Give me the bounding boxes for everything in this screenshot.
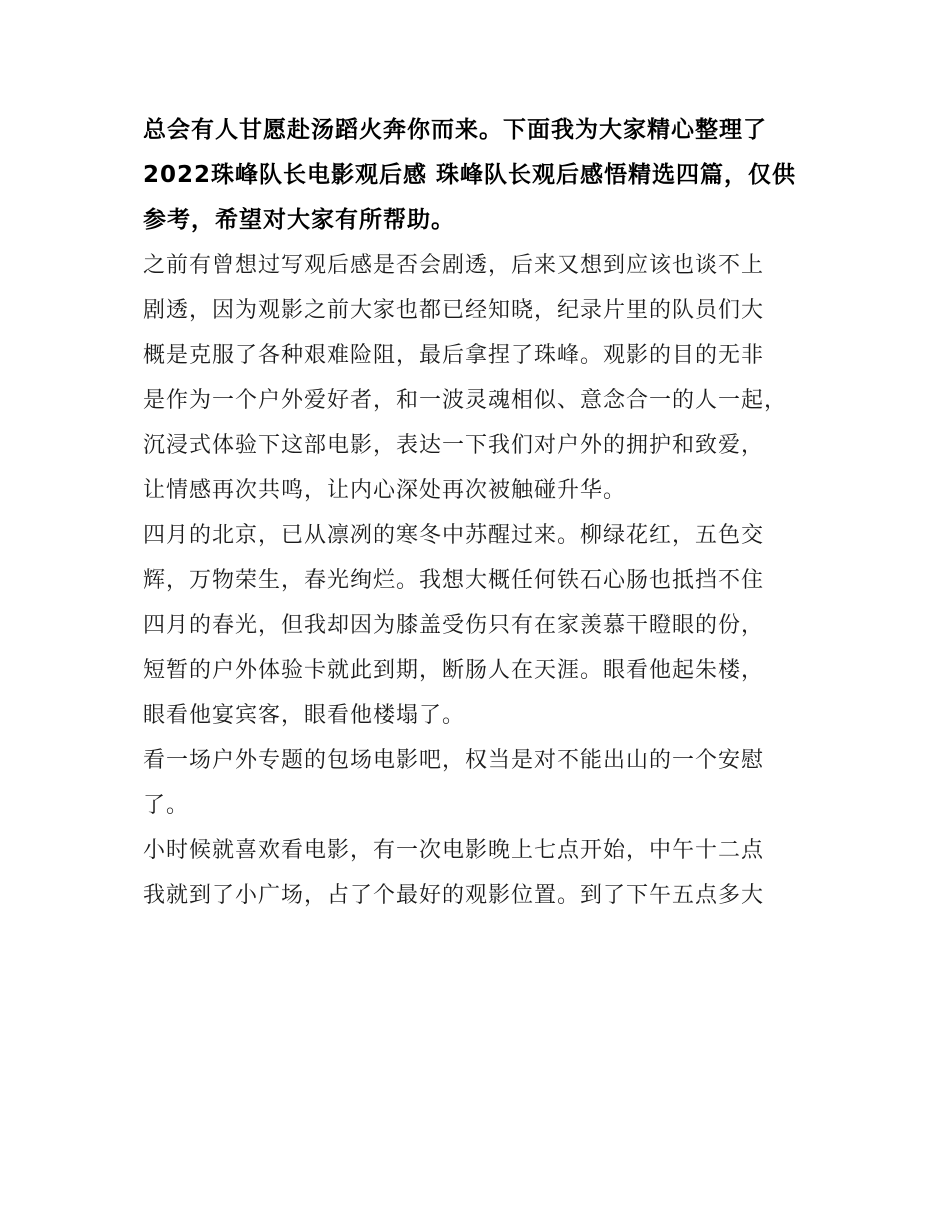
document-body [143, 108, 843, 918]
body-paragraph-2: 四月的北京，已从凛冽的寒冬中苏醒过来。柳绿花红，五色交 辉，万物荣生，春光绚烂。我想大概任何铁石心肠也抵挡不住 四月的春光，但我却因为膝盖受伤只有在家羡慕干瞪眼的份， 短暂的户外体验卡就此到期，断肠人在天涯。眼看他起朱楼， 眼看他宴宾客，眼看他楼塌了。 [143, 523, 765, 728]
intro-paragraph: 总会有人甘愿赴汤蹈火奔你而来。下面我为大家精心整理了 2022珠峰队长电影观后感 珠峰队长观后感悟精选四篇，仅供 参考，希望对大家有所帮助。 [143, 117, 797, 233]
body-paragraph-4: 小时候就喜欢看电影，有一次电影晚上七点开始，中午十二点 我就到了小广场，占了个最好的观影位置。到了下午五点多大 [143, 838, 765, 908]
body-paragraph-3: 看一场户外专题的包场电影吧，权当是对不能出山的一个安慰 了。 [143, 748, 765, 818]
body-paragraph-1: 之前有曾想过写观后感是否会剧透，后来又想到应该也谈不上 剧透，因为观影之前大家也都已经知晓，纪录片里的队员们大 概是克服了各种艰难险阻，最后拿捏了珠峰。观影的目的无非 是作为一个户外爱好者，和一波灵魂相似、意念合一的人一起， 沉浸式体验下这部电影，表达一下我们对户外的拥护和致爱， 让情感再次共鸣，让内心深处再次被触碰升华。 [143, 253, 788, 503]
